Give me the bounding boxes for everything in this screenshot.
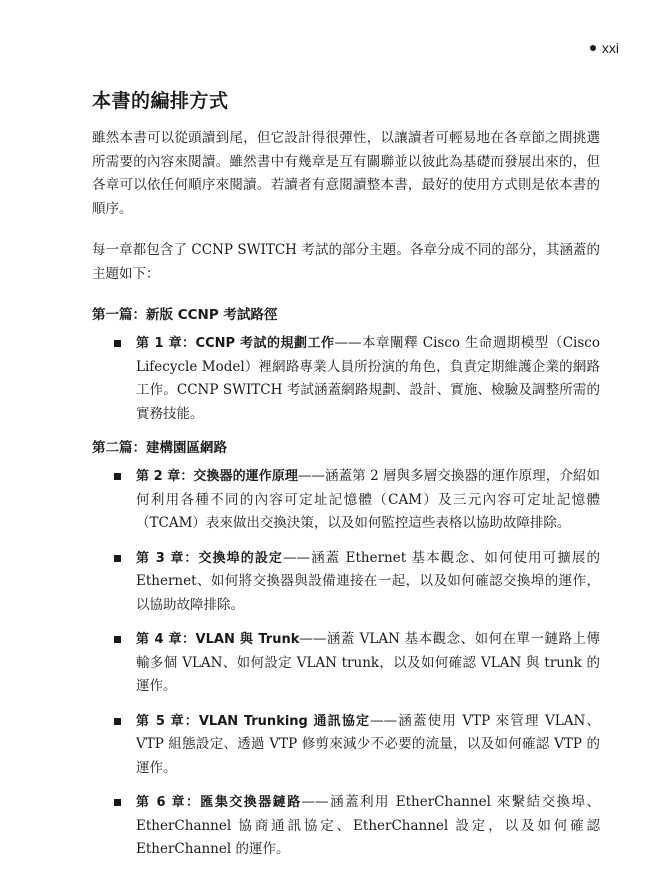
square-bullet-icon bbox=[114, 636, 121, 643]
page-number-text: xxi bbox=[601, 40, 619, 56]
square-bullet-icon bbox=[114, 340, 121, 347]
bullet-dot-icon bbox=[590, 45, 596, 51]
square-bullet-icon bbox=[114, 718, 121, 725]
chapter-title: 第 2 章：交換器的運作原理 bbox=[136, 469, 298, 484]
chapter-title: 第 6 章：匯集交換器鏈路 bbox=[136, 795, 302, 810]
square-bullet-icon bbox=[114, 473, 121, 480]
chapter-description: ——涵蓋 Ethernet 基本觀念、如何使用可擴展的 Ethernet、如何將交換器與設備連接在一起，以及如何確認交換埠的運作，以協助故障排除。 bbox=[136, 549, 600, 613]
chapter-description: ——涵蓋 VLAN 基本觀念、如何在單一鏈路上傳輸多個 VLAN、如何設定 VLAN trunk，以及如何確認 VLAN 與 trunk 的運作。 bbox=[136, 631, 601, 694]
page-number bbox=[590, 40, 619, 56]
chapter-title: 第 1 章：CCNP 考試的規劃工作 bbox=[136, 336, 335, 351]
chapter-item-1 bbox=[92, 332, 600, 426]
chapter-item-3 bbox=[92, 547, 600, 618]
chapter-title: 第 4 章：VLAN 與 Trunk bbox=[136, 632, 300, 647]
chapter-title: 第 3 章：交換埠的設定 bbox=[136, 550, 283, 566]
page-content bbox=[92, 86, 600, 873]
part-2-chapter-list bbox=[92, 465, 600, 862]
part-1-chapter-list bbox=[92, 332, 600, 426]
chapter-description: ——本章闡釋 Cisco 生命週期模型（Cisco Lifecycle Model）裡網路專業人員所扮演的角色，負責定期維護企業的網路工作。CCNP SWITCH 考試涵蓋網路規劃、設計、實施、檢驗及調整所需的實務技能。 bbox=[136, 335, 600, 422]
chapter-description: ——涵蓋第 2 層與多層交換器的運作原理，介紹如何利用各種不同的內容可定址記憶體（CAM）及三元內容可定址記憶體（TCAM）表來做出交換決策，以及如何監控這些表格以協助故障排除。 bbox=[136, 468, 600, 531]
chapter-item-4 bbox=[92, 628, 600, 699]
square-bullet-icon bbox=[114, 555, 121, 562]
chapter-item-5 bbox=[92, 710, 600, 781]
square-bullet-icon bbox=[114, 799, 121, 806]
chapters-intro-paragraph: 每一章都包含了 CCNP SWITCH 考試的部分主題。各章分成不同的部分，其涵蓋的主題如下： bbox=[92, 242, 600, 282]
chapter-title: 第 5 章：VLAN Trunking 通訊協定 bbox=[136, 713, 371, 729]
part-heading-1: 第一篇：新版 CCNP 考試路徑 bbox=[92, 307, 278, 323]
section-title: 本書的編排方式 bbox=[92, 90, 229, 112]
chapter-item-6 bbox=[92, 791, 600, 862]
chapter-item-2 bbox=[92, 465, 600, 536]
chapter-description: ——涵蓋使用 VTP 來管理 VLAN、VTP 組態設定、透過 VTP 修剪來減少不必要的流量，以及如何確認 VTP 的運作。 bbox=[136, 712, 600, 776]
intro-paragraph: 雖然本書可以從頭讀到尾，但它設計得很彈性，以讓讀者可輕易地在各章節之間挑選所需要的內容來閱讀。雖然書中有幾章是互有關聯並以彼此為基礎而發展出來的，但各章可以依任何順序來閱讀。若讀者有意閱讀整本書，最好的使用方式則是依本書的順序。 bbox=[92, 130, 600, 217]
chapter-description: ——涵蓋利用 EtherChannel 來繫結交換埠、EtherChannel 協商通訊協定、EtherChannel 設定，以及如何確認 EtherChannel 的運作。 bbox=[136, 794, 600, 857]
part-heading-2: 第二篇：建構園區網路 bbox=[92, 440, 227, 456]
